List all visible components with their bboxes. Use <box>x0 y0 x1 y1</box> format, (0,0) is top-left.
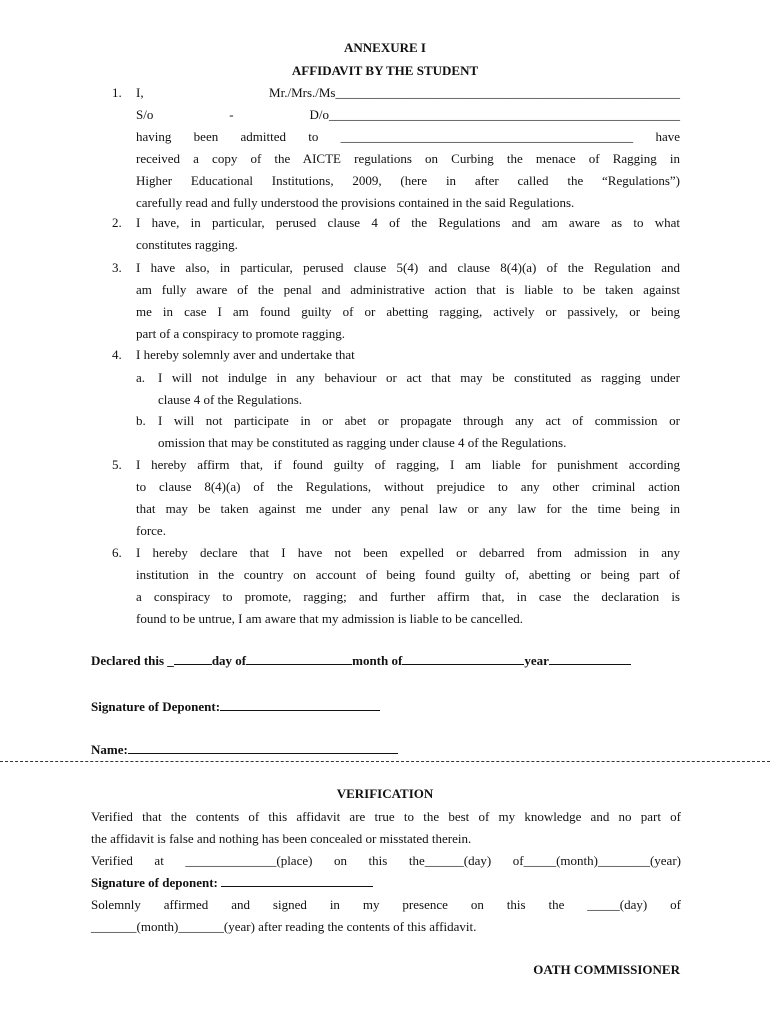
clause-line: constitutes ragging. <box>136 237 238 252</box>
day-of-label: day of <box>211 653 247 668</box>
clause-line: Higher Educational Institutions, 2009, (here in after called the “Regulations”) <box>136 173 680 188</box>
clause-line: I have, in particular, perused clause 4 of the Regulations and am aware as to what <box>136 215 680 230</box>
cut-line-divider <box>0 761 770 762</box>
subclause-letter: a. <box>136 370 146 385</box>
year-field[interactable] <box>549 652 631 665</box>
clause-3 <box>112 257 680 345</box>
clause-line: part of a conspiracy to promote ragging. <box>136 326 346 341</box>
clause-line: to clause 8(4)(a) of the Regulations, without prejudice to any other criminal action <box>136 479 680 494</box>
clause-number: 2. <box>112 215 122 230</box>
month-of-label: month of <box>352 653 403 668</box>
clause-line: clause 4 of the Regulations. <box>158 392 303 407</box>
clause-5 <box>112 454 680 542</box>
clause-number: 6. <box>112 545 122 560</box>
clause-number: 1. <box>112 85 122 100</box>
name-label: Name: <box>91 742 128 757</box>
subclause-letter: b. <box>136 413 146 428</box>
name-field[interactable] <box>128 741 398 754</box>
solemn-affirmation <box>91 894 681 938</box>
clause-line: received a copy of the AICTE regulations on Curbing the menace of Ragging in <box>136 151 680 166</box>
clause-line: I hereby solemnly aver and undertake that <box>136 347 355 362</box>
verified-at-line[interactable] <box>91 850 681 872</box>
clause-line[interactable]: I, Mr./Mrs./Ms_____________________________________________________ <box>136 85 680 100</box>
clause-line[interactable]: having been admitted to _____________________________________________ have <box>136 129 680 144</box>
year-label: year <box>524 653 549 668</box>
clause-line: that may be taken against me under any penal law or any law for the time being in <box>136 501 680 516</box>
solemn-line[interactable]: Solemnly affirmed and signed in my presence on this the _____(day) of <box>91 897 681 912</box>
signature-label: Signature of Deponent: <box>91 699 221 714</box>
name-line <box>91 741 398 758</box>
clause-1 <box>112 82 680 214</box>
clause-line: I hereby declare that I have not been expelled or debarred from admission in any <box>136 545 680 560</box>
clause-line: I will not participate in or abet or propagate through any act of commission or <box>158 413 680 428</box>
clause-number: 5. <box>112 457 122 472</box>
clause-line: I will not indulge in any behaviour or act that may be constituted as ragging under <box>158 370 680 385</box>
clause-number: 4. <box>112 347 122 362</box>
clause-4 <box>112 344 680 366</box>
annexure-heading: ANNEXURE I <box>344 40 426 55</box>
signature-field[interactable] <box>220 698 380 711</box>
clause-line: force. <box>136 523 166 538</box>
clause-line[interactable]: S/o - D/o______________________________________________________ <box>136 107 680 122</box>
subclause-a <box>136 367 680 411</box>
verification-line: the affidavit is false and nothing has been concealed or misstated therein. <box>91 831 472 846</box>
declaration-date-line <box>91 652 631 669</box>
oath-commissioner-label: OATH COMMISSIONER <box>533 962 680 977</box>
deponent-signature-line <box>91 698 380 715</box>
clause-line: found to be untrue, I am aware that my admission is liable to be cancelled. <box>136 611 523 626</box>
clause-2 <box>112 212 680 256</box>
deponent-signature-label: Signature of deponent: <box>91 875 218 890</box>
verification-heading: VERIFICATION <box>336 786 434 801</box>
deponent-signature-verify-line <box>91 872 681 894</box>
month-field[interactable] <box>402 652 524 665</box>
declared-prefix: Declared this _ <box>91 653 174 668</box>
verification-statement <box>91 806 681 850</box>
clause-line: carefully read and fully understood the provisions contained in the said Regulations. <box>136 195 575 210</box>
solemn-line[interactable]: _______(month)_______(year) after reading the contents of this affidavit. <box>91 919 477 934</box>
clause-line: a conspiracy to promote, ragging; and further affirm that, in case the declaration is <box>136 589 680 604</box>
clause-line: me in case I am found guilty of or abetting ragging, actively or passively, or being <box>136 304 680 319</box>
verified-at-text[interactable]: Verified at ______________(place) on this the______(day) of_____(month)________(year) <box>91 853 681 868</box>
clause-number: 3. <box>112 260 122 275</box>
deponent-signature-field[interactable] <box>221 874 373 887</box>
clause-line: institution in the country on account of being found guilty of, abetting or being part of <box>136 567 680 582</box>
clause-line: I have also, in particular, perused clause 5(4) and clause 8(4)(a) of the Regulation and <box>136 260 680 275</box>
clause-line: am fully aware of the penal and administrative action that is liable to be taken against <box>136 282 680 297</box>
subclause-b <box>136 410 680 454</box>
day-blank[interactable] <box>174 652 212 665</box>
affidavit-title: AFFIDAVIT BY THE STUDENT <box>291 63 479 78</box>
day-field[interactable] <box>246 652 352 665</box>
clause-6 <box>112 542 680 630</box>
verification-line: Verified that the contents of this affidavit are true to the best of my knowledge and no part of <box>91 809 681 824</box>
clause-line: omission that may be constituted as ragging under clause 4 of the Regulations. <box>158 435 567 450</box>
clause-line: I hereby affirm that, if found guilty of ragging, I am liable for punishment according <box>136 457 680 472</box>
